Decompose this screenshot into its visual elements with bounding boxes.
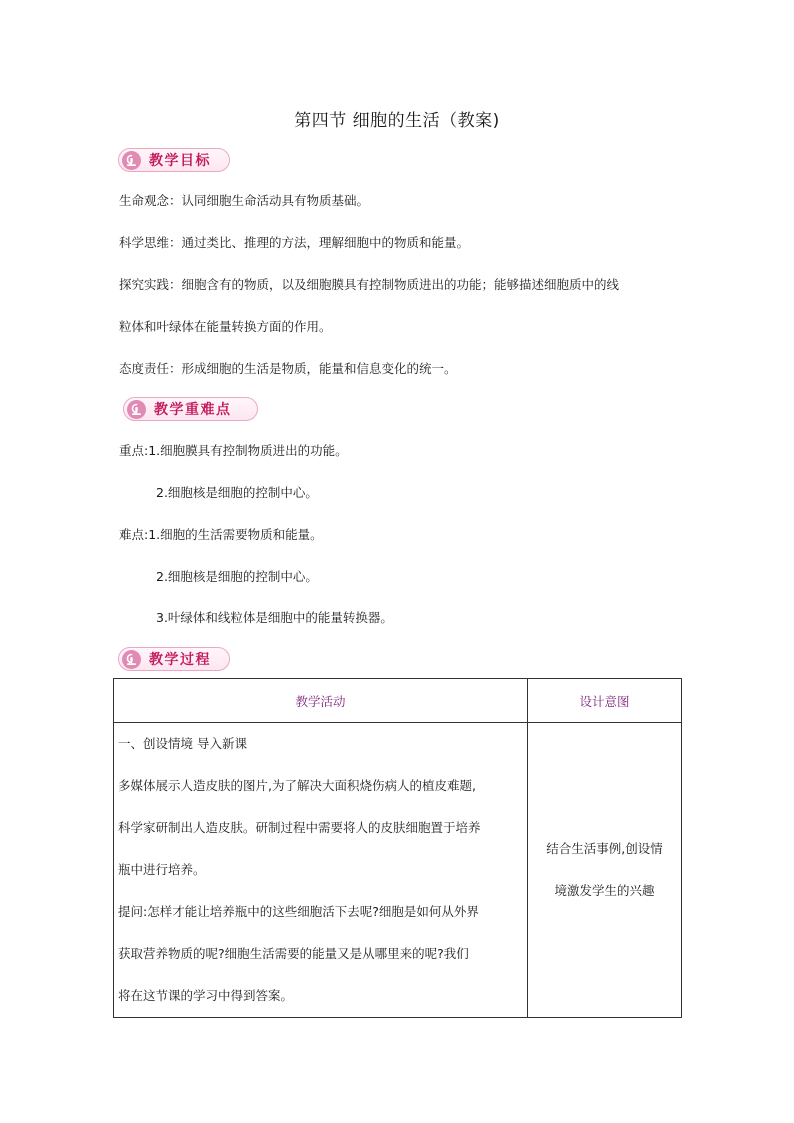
- key-point-line: 2.细胞核是细胞的控制中心。: [156, 485, 318, 500]
- section-badge-icon: [122, 151, 141, 170]
- page-title: 第四节 细胞的生活（教案): [294, 111, 500, 131]
- section-heading-goals: 教学目标: [149, 153, 211, 169]
- activity-line: 科学家研制出人造皮肤。研制过程中需要将人的皮肤细胞置于培养: [118, 820, 481, 835]
- column-header-intent: 设计意图: [528, 679, 682, 723]
- goal-line: 粒体和叶绿体在能量转换方面的作用。: [119, 319, 332, 334]
- goal-line: 生命观念：认同细胞生命活动具有物质基础。: [119, 193, 370, 208]
- goal-line: 态度责任：形成细胞的生活是物质，能量和信息变化的统一。: [119, 361, 457, 376]
- table-row: [114, 723, 682, 1018]
- section-badge-icon: [127, 400, 146, 419]
- activity-line: 多媒体展示人造皮肤的图片,为了解决大面积烧伤病人的植皮难题,: [118, 778, 476, 793]
- activity-line: 将在这节课的学习中得到答案。: [118, 988, 294, 1003]
- table-header-row: [114, 679, 682, 723]
- key-point-line: 3.叶绿体和线粒体是细胞中的能量转换器。: [156, 610, 393, 625]
- section-heading-process: 教学过程: [149, 652, 211, 668]
- section-heading-key-points: 教学重难点: [154, 402, 232, 418]
- activity-line: 瓶中进行培养。: [118, 862, 206, 877]
- activity-cell: [114, 723, 528, 1018]
- column-header-activity: 教学活动: [114, 679, 528, 723]
- intent-line: 结合生活事例,创设情: [546, 841, 663, 856]
- goal-line: 科学思维：通过类比、推理的方法，理解细胞中的物质和能量。: [119, 235, 470, 250]
- key-point-line: 2.细胞核是细胞的控制中心。: [156, 569, 318, 584]
- activity-line: 提问:怎样才能让培养瓶中的这些细胞活下去呢?细胞是如何从外界: [118, 904, 479, 919]
- key-point-line: 重点:1.细胞膜具有控制物质进出的功能。: [119, 443, 348, 458]
- goal-line: 探究实践：细胞含有的物质，以及细胞膜具有控制物质进出的功能；能够描述细胞质中的线: [119, 277, 620, 292]
- section-badge-process: [118, 647, 230, 671]
- section-badge-key-points: [123, 397, 258, 421]
- activity-line: 一、创设情境 导入新课: [118, 736, 247, 751]
- intent-cell: [528, 723, 682, 1018]
- activity-line: 获取营养物质的呢?细胞生活需要的能量又是从哪里来的呢?我们: [118, 946, 469, 961]
- section-badge-goals: [118, 148, 230, 172]
- section-badge-icon: [122, 650, 141, 669]
- teaching-process-table: [113, 678, 682, 1018]
- intent-line: 境激发学生的兴趣: [554, 883, 655, 898]
- key-point-line: 难点:1.细胞的生活需要物质和能量。: [119, 527, 323, 542]
